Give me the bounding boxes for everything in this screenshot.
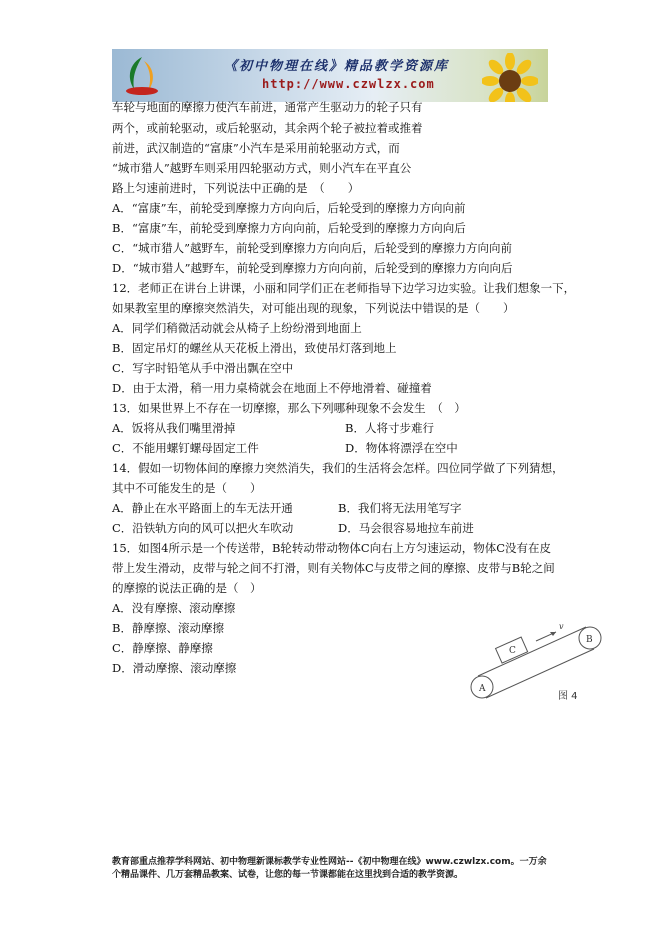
banner-title: 《初中物理在线》精品教学资源库 (224, 59, 450, 74)
label-c: C (509, 646, 516, 656)
q12-option-b: B．固定吊灯的螺丝从天花板上滑出，致使吊灯落到地上 (112, 341, 397, 355)
q12-stem: 如果教室里的摩擦突然消失，对可能出现的现象，下列说法中错误的是（ ） (112, 301, 515, 315)
q13-option-c: C．不能用螺钉螺母固定工件 (112, 441, 259, 455)
passage-line: “城市猎人”越野车则采用四轮驱动方式，则小汽车在平直公 (112, 161, 412, 175)
q11-option-d: D．“城市猎人”越野车，前轮受到摩擦力方向向前，后轮受到的摩擦力方向向后 (112, 261, 513, 275)
q13-stem: 13．如果世界上不存在一切摩擦，那么下列哪种现象不会发生 （ ） (112, 401, 466, 415)
q15-stem: 带上发生滑动，皮带与轮之间不打滑，则有关物体C与皮带之间的摩擦、皮带与B轮之间 (112, 561, 555, 575)
belt-top (478, 627, 586, 676)
q12-option-c: C．写字时铅笔从手中滑出飘在空中 (112, 361, 294, 375)
q14-stem: 其中不可能发生的是（ ） (112, 481, 262, 495)
q14-stem: 14．假如一切物体间的摩擦力突然消失，我们的生活将会怎样。四位同学做了下列猜想， (112, 461, 564, 475)
label-a: A (479, 684, 486, 694)
site-logo-icon (120, 53, 164, 97)
q14-option-d: D．马会很容易地拉车前进 (338, 521, 474, 535)
passage-line: 车轮与地面的摩擦力使汽车前进，通常产生驱动力的轮子只有 (112, 100, 423, 114)
conveyor-belt-figure (470, 615, 620, 710)
q15-option-c: C．静摩擦、静摩擦 (112, 641, 213, 655)
passage-line: 前进，武汉制造的“富康”小汽车是采用前轮驱动方式，而 (112, 141, 400, 155)
q13-option-a: A．饭将从我们嘴里滑掉 (112, 421, 236, 435)
q15-stem: 的摩擦的说法正确的是（ ） (112, 581, 262, 595)
q12-stem: 12．老师正在讲台上讲课，小丽和同学们正在老师指导下边学习边实验。让我们想象一下， (112, 281, 576, 295)
sunflower-icon (482, 53, 538, 102)
passage-line: 两个，或前轮驱动，或后轮驱动，其余两个轮子被拉着或推着 (112, 121, 423, 135)
label-b: B (586, 635, 593, 645)
q13-option-b: B．人将寸步难行 (345, 421, 434, 435)
q11-option-c: C．“城市猎人”越野车，前轮受到摩擦力方向向后，后轮受到的摩擦力方向向前 (112, 241, 513, 255)
q15-option-d: D．滑动摩擦、滚动摩擦 (112, 661, 237, 675)
footer-line: 教育部重点推荐学科网站、初中物理新课标教学专业性网站--《初中物理在线》www.czwlzx.com。一万余 (112, 857, 547, 867)
q15-stem: 15．如图4所示是一个传送带，B轮转动带动物体C向右上方匀速运动，物体C没有在皮 (112, 541, 551, 555)
q11-option-b: B．“富康”车，前轮受到摩擦力方向向前，后轮受到的摩擦力方向向后 (112, 221, 466, 235)
passage-line: 路上匀速前进时，下列说法中正确的是 （ ） (112, 181, 360, 195)
q14-option-c: C．沿铁轨方向的风可以把火车吹动 (112, 521, 294, 535)
q11-option-a: A．“富康”车，前轮受到摩擦力方向向后，后轮受到的摩擦力方向向前 (112, 201, 466, 215)
footer-line: 个精品课件、几万套精品教案、试卷，让您的每一节课都能在这里找到合适的教学资源。 (112, 870, 464, 880)
q12-option-d: D．由于太滑，稍一用力桌椅就会在地面上不停地滑着、碰撞着 (112, 381, 432, 395)
q14-option-a: A．静止在水平路面上的车无法开通 (112, 501, 293, 515)
q13-option-d: D．物体将漂浮在空中 (345, 441, 458, 455)
label-v: v (559, 622, 564, 631)
banner-url: http://www.czwlzx.com (262, 77, 435, 91)
header-banner (112, 49, 548, 102)
q15-option-b: B．静摩擦、滚动摩擦 (112, 621, 224, 635)
q14-option-b: B．我们将无法用笔写字 (338, 501, 462, 515)
figure-caption: 图 4 (558, 691, 578, 702)
q12-option-a: A．同学们稍微活动就会从椅子上纷纷滑到地面上 (112, 321, 362, 335)
q15-option-a: A．没有摩擦、滚动摩擦 (112, 601, 236, 615)
